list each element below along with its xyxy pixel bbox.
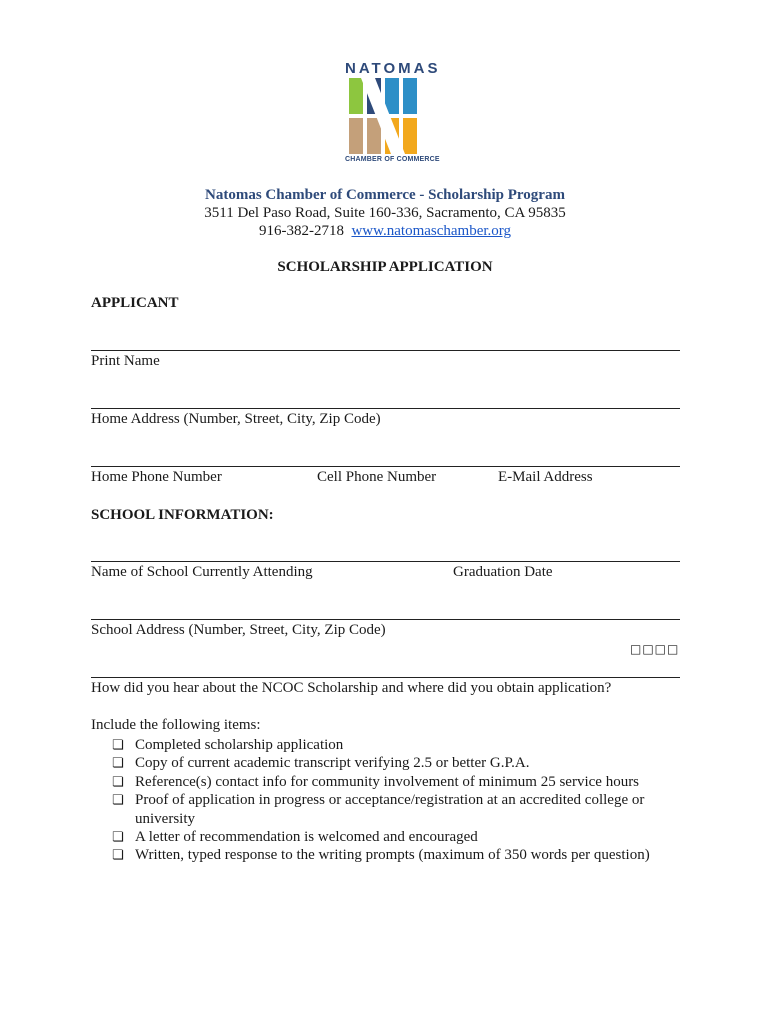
checklist-item[interactable] <box>112 846 672 864</box>
phone-email-field[interactable] <box>91 466 680 467</box>
checkbox-icon: ❏ <box>112 738 124 753</box>
checklist-intro: Include the following items: <box>91 717 261 733</box>
school-address-label: School Address (Number, Street, City, Zip Code) <box>91 622 386 638</box>
checklist-item[interactable] <box>112 791 672 828</box>
checkbox-icon: ❏ <box>112 830 124 846</box>
home-address-field[interactable] <box>91 408 680 409</box>
applicant-heading: APPLICANT <box>91 295 179 311</box>
website-link[interactable]: www.natomaschamber.org <box>351 223 512 239</box>
checklist-item-text: Written, typed response to the writing prompts (maximum of 350 words per question) <box>135 847 650 864</box>
org-title: Natomas Chamber of Commerce - Scholarship Program <box>205 187 565 203</box>
checklist-item[interactable] <box>112 773 672 791</box>
checklist <box>112 736 672 865</box>
checklist-item-text: Reference(s) contact info for community involvement of minimum 25 service hours <box>135 773 640 790</box>
empty-boxes: □□□□ <box>630 642 680 656</box>
checkbox-icon: ❏ <box>112 848 124 864</box>
natomas-logo <box>345 60 441 170</box>
home-address-label: Home Address (Number, Street, City, Zip Code) <box>91 411 381 427</box>
print-name-field[interactable] <box>91 350 680 351</box>
school-info-heading: SCHOOL INFORMATION: <box>91 507 274 523</box>
org-contact <box>0 222 770 240</box>
checklist-item[interactable] <box>112 754 672 772</box>
school-name-field[interactable] <box>91 561 680 562</box>
logo-n-mark-icon <box>347 78 423 154</box>
graduation-date-label: Graduation Date <box>453 564 553 580</box>
checkbox-icon: ❏ <box>112 756 124 772</box>
school-name-label: Name of School Currently Attending <box>91 564 313 580</box>
checklist-item-text: Copy of current academic transcript verifying 2.5 or better G.P.A. <box>135 755 530 772</box>
checklist-item[interactable] <box>112 828 672 846</box>
checklist-item[interactable] <box>112 736 672 754</box>
checklist-item-text: Proof of application in progress or acceptance/registration at an accredited college or university <box>135 792 645 827</box>
checkbox-icon: ❏ <box>112 793 124 809</box>
logo-wordmark: NATOMAS <box>345 60 441 77</box>
hear-about-field[interactable] <box>91 677 680 678</box>
school-address-field[interactable] <box>91 619 680 620</box>
hear-about-label: How did you hear about the NCOC Scholarship and where did you obtain application? <box>91 680 612 696</box>
org-phone: 916-382-2718 <box>258 223 344 239</box>
checkbox-icon: ❏ <box>112 774 124 790</box>
print-name-label: Print Name <box>91 353 160 369</box>
org-address: 3511 Del Paso Road, Suite 160-336, Sacramento, CA 95835 <box>204 205 566 221</box>
document-title: SCHOLARSHIP APPLICATION <box>277 259 493 275</box>
logo-subtitle: CHAMBER OF COMMERCE <box>345 156 440 163</box>
cell-phone-label: Cell Phone Number <box>317 469 437 485</box>
checklist-item-text: Completed scholarship application <box>135 737 344 753</box>
email-label: E-Mail Address <box>498 469 593 485</box>
home-phone-label: Home Phone Number <box>91 469 222 485</box>
checklist-item-text: A letter of recommendation is welcomed and encouraged <box>135 829 478 846</box>
